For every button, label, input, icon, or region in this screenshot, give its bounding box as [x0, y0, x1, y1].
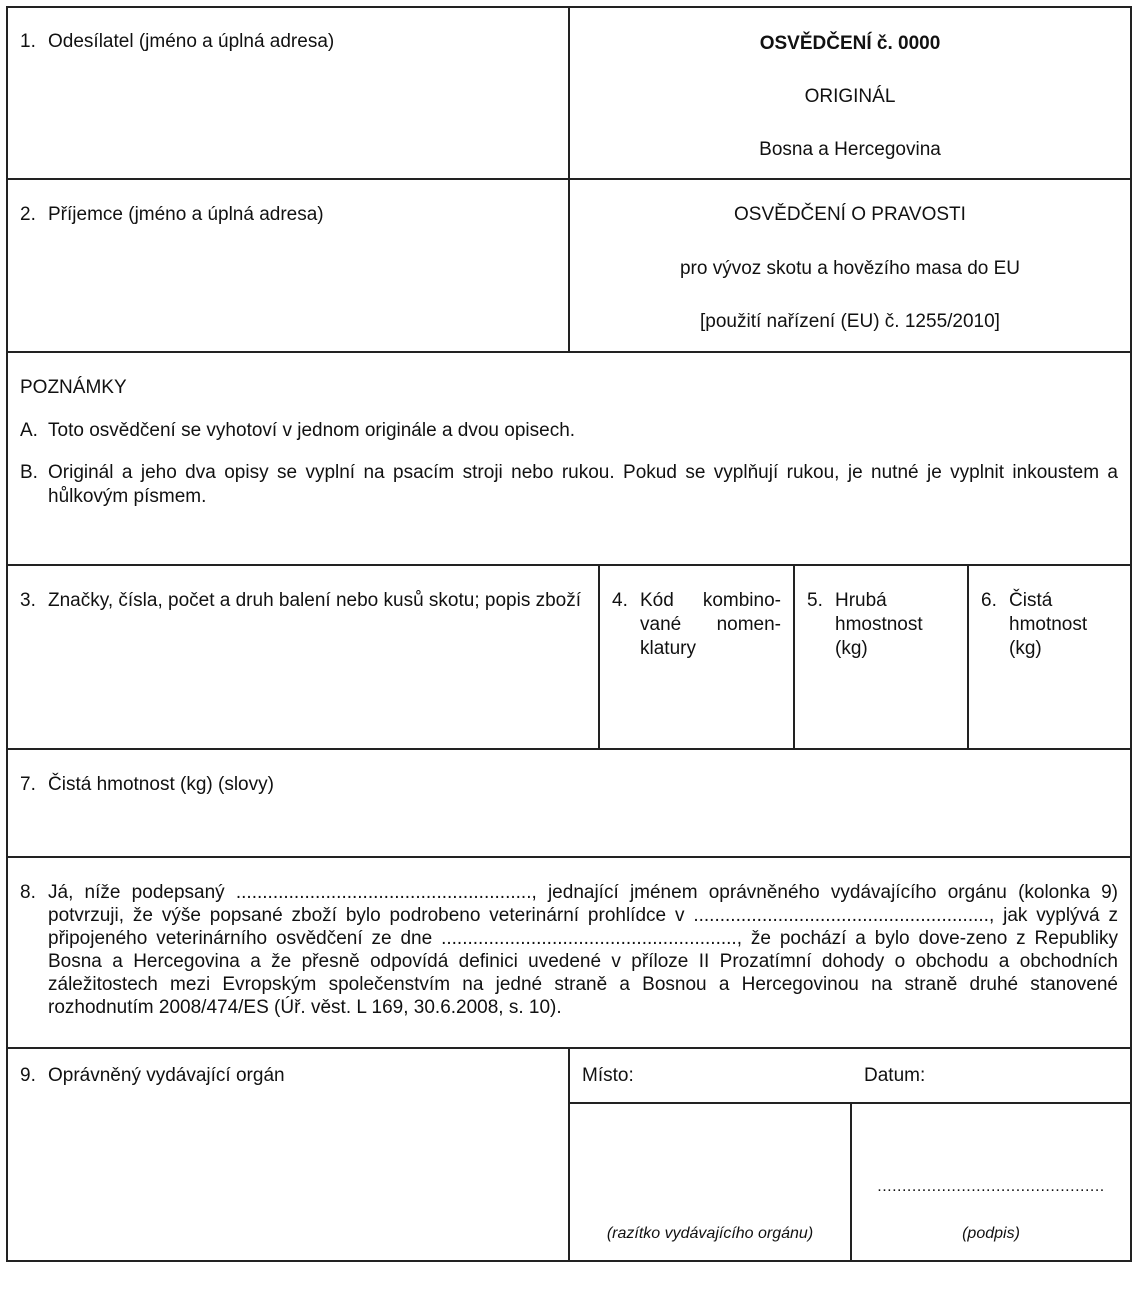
signature-line: .............................................. [877, 1178, 1105, 1195]
box7-number: 7. [20, 774, 36, 795]
place-label: Místo: [582, 1065, 634, 1086]
certificate-form [6, 6, 1132, 1262]
declaration-text: Já, níže podepsaný ........................................................, jednající jménem oprávněného vydávajícího orgánu (kolonka 9) potvrzuji, že výše popsané zboží bylo podrobeno veterinární prohlídce v ........................................................, jak vyplývá z připojeného veterinárního osvědčení ze dne ........................................................, že pochází a bylo dove-zeno z Republiky Bosna a Hercegovina a že přesně odpovídá definici uvedené v příloze II Prozatímní dohody o obchodu a obchodních záležitostech mezi Evropským společenstvím na jedné straně a Bosnou a Hercegovinou na straně druhé stanovené rozhodnutím 2008/474/ES (Úř. věst. L 169, 30.6.2008, s. 10). [48, 882, 1118, 1018]
row-consignor [6, 6, 1132, 180]
box9-label: Oprávněný vydávající orgán [48, 1065, 285, 1086]
box5-label: Hrubá hmostnost (kg) [835, 590, 923, 659]
title-line1: OSVĚDČENÍ O PRAVOSTI [734, 204, 966, 225]
box-signature[interactable] [850, 1102, 1132, 1262]
row-goods [6, 564, 1132, 750]
box-net-weight-words[interactable] [6, 748, 1132, 858]
box3-label: Značky, čísla, počet a druh balení nebo kusů skotu; popis zboží [48, 590, 582, 611]
title-line3: [použití nařízení (EU) č. 1255/2010] [700, 311, 1000, 332]
box-goods-description[interactable] [6, 564, 600, 750]
box-gross-weight[interactable] [793, 564, 969, 750]
box-certificate-title [568, 178, 1132, 353]
box-cn-code[interactable] [598, 564, 795, 750]
box6-label: Čistá hmotnost (kg) [1009, 590, 1088, 659]
note-b-text: Originál a jeho dva opisy se vyplní na psacím stroji nebo rukou. Pokud se vyplňují rukou, je nutné je vyplnit inkoustem a hůlkovým písmem. [48, 462, 1118, 507]
box1-label: Odesílatel (jméno a úplná adresa) [48, 31, 335, 52]
note-a-text: Toto osvědčení se vyhotoví v jednom originále a dvou opisech. [48, 420, 576, 441]
row-issuing-authority [6, 1047, 1132, 1262]
stamp-label: (razítko vydávajícího orgánu) [606, 1225, 814, 1242]
box-stamp[interactable] [568, 1102, 852, 1262]
box8-number: 8. [20, 882, 36, 903]
box6-number: 6. [981, 590, 997, 611]
box2-label: Příjemce (jméno a úplná adresa) [48, 204, 324, 225]
note-b-letter: B. [20, 462, 38, 483]
box-declaration[interactable] [6, 856, 1132, 1049]
box-consignee[interactable] [6, 178, 570, 353]
box7-label: Čistá hmotnost (kg) (slovy) [48, 774, 274, 795]
certificate-number: OSVĚDČENÍ č. 0000 [759, 33, 941, 54]
box-notes [6, 351, 1132, 566]
note-a-letter: A. [20, 420, 38, 441]
box4-label: Kód kombino-vané nomen-klatury [640, 590, 781, 659]
box1-number: 1. [20, 31, 36, 52]
box2-number: 2. [20, 204, 36, 225]
signature-label: (podpis) [962, 1225, 1020, 1242]
box5-number: 5. [807, 590, 823, 611]
row-consignee [6, 178, 1132, 353]
country-label: Bosna a Hercegovina [759, 139, 941, 160]
box-consignor[interactable] [6, 6, 570, 180]
box9-number: 9. [20, 1065, 36, 1086]
box3-number: 3. [20, 590, 36, 611]
original-label: ORIGINÁL [804, 86, 896, 107]
notes-heading: POZNÁMKY [20, 377, 127, 398]
box-issuing-authority[interactable] [6, 1047, 570, 1262]
box-net-weight[interactable] [967, 564, 1132, 750]
box-place-date [568, 1047, 1132, 1104]
title-line2: pro vývoz skotu a hovězího masa do EU [679, 258, 1021, 279]
date-label: Datum: [864, 1065, 926, 1086]
box-certificate-header [568, 6, 1132, 180]
box4-number: 4. [612, 590, 628, 611]
